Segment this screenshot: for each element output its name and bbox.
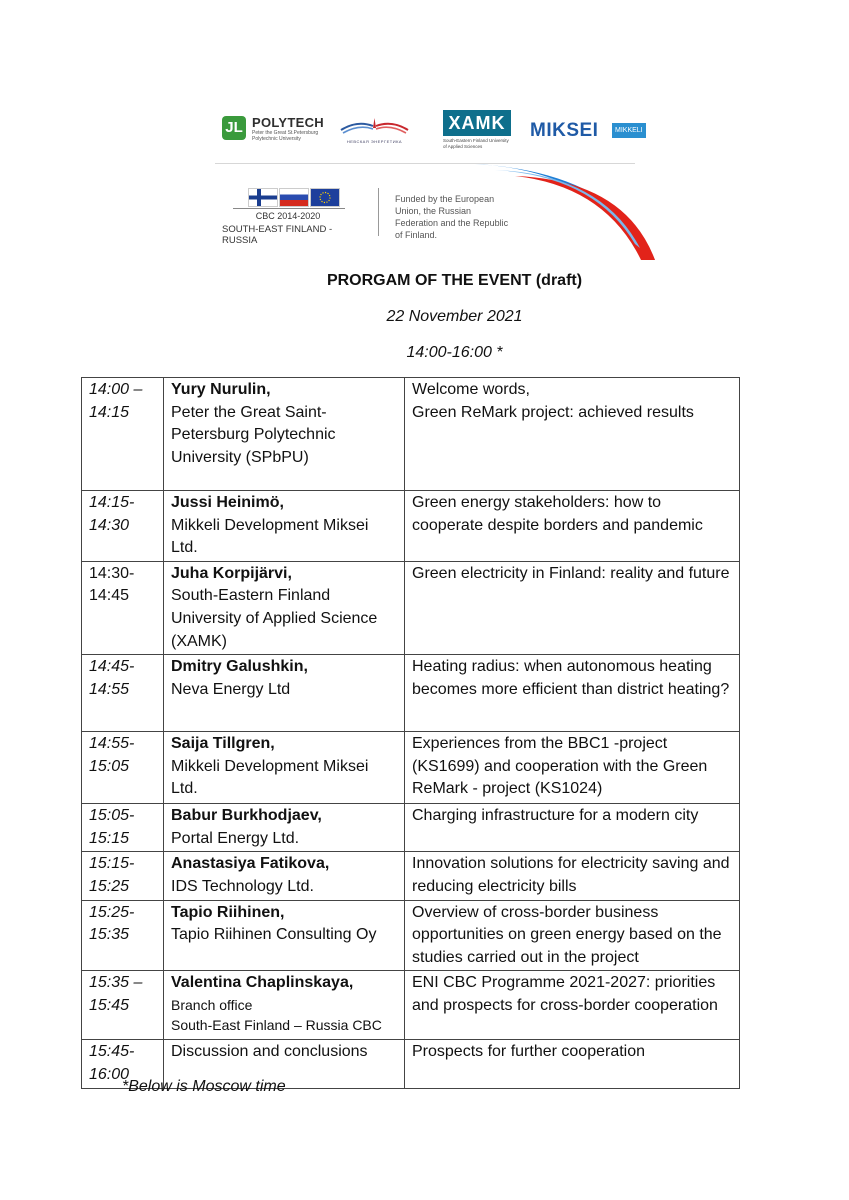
- table-row: [82, 804, 740, 852]
- time-end: 15:05: [89, 757, 130, 775]
- table-row: [82, 561, 740, 654]
- time-start: 15:35 –: [89, 974, 143, 992]
- time-cell: [82, 732, 164, 804]
- time-end: 15:35: [89, 926, 130, 944]
- table-row: [82, 900, 740, 971]
- time-end: 14:45: [89, 587, 130, 605]
- time-start: 14:00 –: [89, 381, 143, 398]
- speaker-organization: Branch office: [171, 996, 253, 1013]
- swoosh-graphic: [475, 164, 655, 260]
- program-table: [81, 377, 740, 1089]
- topic-text: Prospects for further cooperation: [412, 1043, 646, 1061]
- xamk-name: XAMK: [443, 110, 511, 136]
- speaker-name: Babur Burkhodjaev,: [171, 807, 322, 825]
- flags-row: [248, 188, 343, 206]
- topic-cell: [405, 804, 740, 852]
- topic-text: Green electricity in Finland: reality and future: [412, 564, 730, 582]
- table-row: [82, 378, 740, 491]
- topic-cell: [405, 491, 740, 562]
- speaker-name: Saija Tillgren,: [171, 735, 275, 753]
- time-cell: [82, 852, 164, 900]
- funding-separator: [378, 188, 379, 236]
- time-start: 14:45-: [89, 658, 135, 676]
- speaker-organization: Peter the Great Saint-Petersburg Polytechnic University (SPbPU): [171, 403, 336, 466]
- topic-cell: [405, 655, 740, 732]
- cbc-programme-name: SOUTH-EAST FINLAND - RUSSIA: [222, 224, 333, 246]
- time-cell: [82, 971, 164, 1040]
- event-date: 22 November 2021: [386, 308, 523, 325]
- time-end: 14:30: [89, 516, 130, 534]
- russia-flag-icon: [279, 188, 309, 207]
- speaker-organization: Portal Energy Ltd.: [171, 829, 300, 847]
- time-start: 14:30-: [89, 564, 135, 582]
- topic-text: Green energy stakeholders: how to cooperate despite borders and pandemic: [412, 494, 703, 534]
- time-start: 15:15-: [89, 855, 135, 873]
- time-cell: [82, 378, 164, 491]
- speaker-name: Jussi Heinimö,: [171, 494, 284, 511]
- time-cell: [82, 655, 164, 732]
- time-end: 15:25: [89, 877, 130, 895]
- logo-banner: [215, 100, 655, 260]
- miksei-name: MIKSEI: [530, 120, 599, 141]
- polytech-subtitle: Peter the Great St.Petersburg Polytechnic University: [252, 130, 319, 142]
- speaker-name: Yury Nurulin,: [171, 381, 271, 398]
- speaker-organization: Mikkeli Development Miksei Ltd.: [171, 516, 369, 557]
- topic-cell: [405, 852, 740, 900]
- time-end: 14:55: [89, 680, 130, 698]
- eu-flag-icon: [310, 188, 340, 207]
- speaker-organization: South-Eastern Finland University of Applied Science (XAMK): [171, 587, 378, 650]
- topic-text: Welcome words,: [412, 381, 530, 398]
- speaker-cell: [164, 971, 405, 1040]
- speaker-name: Dmitry Galushkin,: [171, 658, 308, 676]
- topic-text: ENI CBC Programme 2021-2027: priorities and prospects for cross-border cooperation: [412, 974, 718, 1014]
- speaker-organization: South-East Finland – Russia CBC: [171, 1016, 382, 1033]
- speaker-cell: [164, 732, 405, 804]
- time-start: 14:15-: [89, 494, 135, 511]
- table-row: [82, 491, 740, 562]
- polytech-name: POLYTECH: [252, 115, 324, 130]
- funded-by-text: Funded by the European Union, the Russian Federation and the Republic of Finland.: [395, 194, 509, 240]
- speaker-organization: Mikkeli Development Miksei Ltd.: [171, 757, 369, 798]
- finland-flag-icon: [248, 188, 278, 207]
- time-start: 15:25-: [89, 903, 135, 921]
- topic-text: Green ReMark project: achieved results: [412, 403, 694, 421]
- table-row: [82, 852, 740, 900]
- program-title: PRORGAM OF THE EVENT (draft): [326, 272, 583, 289]
- time-end: 14:15: [89, 403, 130, 421]
- polytech-logo: [222, 116, 332, 146]
- speaker-name: Valentina Chaplinskaya,: [171, 974, 354, 992]
- speaker-name: Tapio Riihinen,: [171, 903, 285, 921]
- speaker-cell: [164, 900, 405, 971]
- topic-text: Innovation solutions for electricity saving and reducing electricity bills: [412, 855, 730, 895]
- topic-text: Overview of cross-border business opportunities on green energy based on the studies carried out in the project: [412, 903, 722, 966]
- topic-text: Experiences from the BBC1 -project (KS1699) and cooperation with the Green ReMark - project (KS1024): [412, 735, 708, 798]
- speaker-cell: [164, 852, 405, 900]
- table-row: [82, 971, 740, 1040]
- topic-cell: [405, 561, 740, 654]
- speaker-cell: [164, 655, 405, 732]
- topic-text: Charging infrastructure for a modern city: [412, 807, 699, 825]
- time-cell: [82, 561, 164, 654]
- time-cell: [82, 900, 164, 971]
- polytech-mark: JL: [222, 116, 246, 140]
- speaker-cell: [164, 491, 405, 562]
- time-start: 15:45-: [89, 1043, 135, 1061]
- time-end: 15:15: [89, 829, 130, 847]
- topic-cell: [405, 378, 740, 491]
- neva-subtitle: НЕВСКАЯ ЭНЕРГЕТИКА: [346, 139, 403, 144]
- speaker-cell: [164, 804, 405, 852]
- speaker-cell: [164, 561, 405, 654]
- time-end: 16:00: [89, 1065, 130, 1083]
- xamk-subtitle: South-Eastern Finland University of Applied Sciences: [443, 138, 509, 149]
- table-row: [82, 655, 740, 732]
- speaker-name: Anastasiya Fatikova,: [171, 855, 330, 873]
- table-row: [82, 732, 740, 804]
- time-cell: [82, 804, 164, 852]
- topic-cell: [405, 1040, 740, 1088]
- time-end: 15:45: [89, 996, 130, 1014]
- speaker-organization: Neva Energy Ltd: [171, 680, 291, 698]
- speaker-name: Juha Korpijärvi,: [171, 564, 292, 582]
- miksei-logo: [530, 120, 650, 144]
- miksei-tag: MIKKELI: [612, 123, 646, 138]
- topic-text: Heating radius: when autonomous heating becomes more efficient than district heating?: [412, 658, 730, 698]
- event-hours: 14:00-16:00 *: [406, 344, 503, 361]
- time-start: 15:05-: [89, 807, 135, 825]
- timezone-footnote: *Below is Moscow time: [122, 1078, 286, 1095]
- neva-energy-logo: [337, 116, 412, 146]
- topic-cell: [405, 732, 740, 804]
- speaker-organization: IDS Technology Ltd.: [171, 877, 314, 895]
- cbc-period: CBC 2014-2020: [255, 211, 321, 221]
- speaker-cell: [164, 378, 405, 491]
- flags-divider: [233, 208, 345, 209]
- speaker-organization: Tapio Riihinen Consulting Oy: [171, 926, 377, 944]
- time-cell: [82, 491, 164, 562]
- xamk-logo: [443, 110, 513, 156]
- session-title: Discussion and conclusions: [171, 1043, 368, 1061]
- neva-wings-icon: [337, 116, 412, 138]
- time-start: 14:55-: [89, 735, 135, 753]
- topic-cell: [405, 900, 740, 971]
- topic-cell: [405, 971, 740, 1040]
